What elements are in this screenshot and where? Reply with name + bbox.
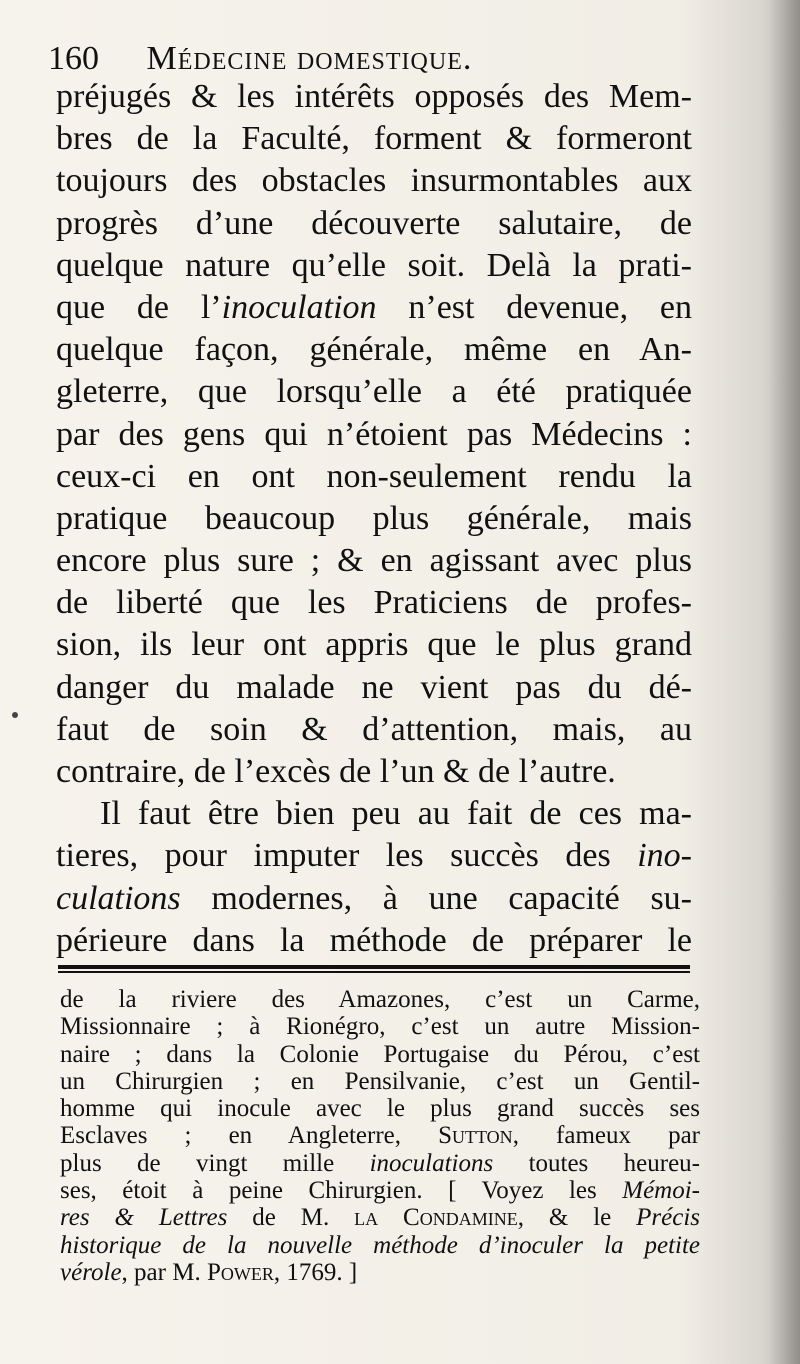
text-line: bres de la Faculté, forment & formeront bbox=[56, 120, 692, 158]
text-line: quelque façon, générale, même en An- bbox=[56, 331, 692, 369]
footnote-line: vérole, par M. Power, 1769. ] bbox=[60, 1258, 358, 1286]
text-line: sion, ils leur ont appris que le plus grand bbox=[56, 626, 692, 664]
italic-term: res & Lettres bbox=[60, 1204, 228, 1232]
small-caps-name: la Condamine bbox=[354, 1204, 518, 1232]
running-title: Médecine domestique. bbox=[146, 40, 473, 77]
small-caps-name: Sutton bbox=[438, 1122, 513, 1150]
small-caps-name: Power bbox=[206, 1258, 274, 1286]
text-line: contraire, de l’excès de l’un & de l’autre. bbox=[56, 753, 616, 790]
text-line: danger du malade ne vient pas du dé- bbox=[56, 668, 692, 706]
italic-term: inoculation bbox=[221, 288, 377, 326]
text-line: que de l’inoculation n’est devenue, en bbox=[56, 288, 692, 326]
footnote-line: ses, étoit à peine Chirurgien. [ Voyez les Mémoi- bbox=[60, 1177, 700, 1205]
footnote-line: de la riviere des Amazones, c’est un Carme, bbox=[60, 986, 700, 1013]
footnote-line: un Chirurgien ; en Pensilvanie, c’est un Gentil- bbox=[60, 1067, 700, 1095]
footnote-line: res & Lettres de M. la Condamine, & le Précis bbox=[60, 1204, 701, 1232]
text-line: encore plus sure ; & en agissant avec plus bbox=[56, 542, 692, 580]
footnote-line: naire ; dans la Colonie Portugaise du Pérou, c’est bbox=[60, 1040, 700, 1068]
text-line: culations modernes, à une capacité su- bbox=[56, 879, 692, 917]
text-line: de liberté que les Praticiens de profes- bbox=[56, 584, 692, 622]
footnote-line: Esclaves ; en Angleterre, Sutton, fameux par bbox=[60, 1122, 700, 1150]
page-number: 160 bbox=[48, 40, 99, 77]
text-line: préjugés & les intérêts opposés des Mem- bbox=[56, 78, 692, 115]
text-line: gleterre, que lorsqu’elle a été pratiquée bbox=[56, 373, 692, 411]
footnote-rule-thin bbox=[58, 971, 690, 973]
page-gutter-shadow bbox=[768, 0, 800, 1364]
text-line: tieres, pour imputer les succès des ino- bbox=[56, 837, 692, 875]
main-text bbox=[56, 76, 692, 962]
text-line: Il faut être bien peu au fait de ces ma- bbox=[100, 795, 692, 833]
italic-term: ino- bbox=[637, 837, 692, 875]
italic-term: historique de la nouvelle méthode d’inoculer la petite bbox=[60, 1231, 700, 1259]
footnote-rule-thick bbox=[58, 965, 690, 969]
text-line: quelque nature qu’elle soit. Delà la prati- bbox=[56, 246, 692, 284]
ink-speck bbox=[12, 712, 18, 718]
italic-term: Précis bbox=[636, 1204, 701, 1232]
italic-term: inoculations bbox=[369, 1149, 494, 1177]
text-line: toujours des obstacles insurmontables aux bbox=[56, 162, 692, 200]
text-line: progrès d’une découverte salutaire, de bbox=[56, 204, 692, 242]
footnote-line bbox=[60, 1232, 700, 1259]
text-line: faut de soin & d’attention, mais, au bbox=[56, 710, 692, 748]
italic-term: culations bbox=[56, 879, 181, 917]
footnote-line: Missionnaire ; à Rionégro, c’est un autre Mission- bbox=[60, 1013, 700, 1041]
text-line: périeure dans la méthode de préparer le bbox=[56, 921, 692, 959]
text-line: par des gens qui n’étoient pas Médecins : bbox=[56, 415, 692, 453]
footnote-line: plus de vingt mille inoculations toutes heureu- bbox=[60, 1149, 701, 1177]
footnote bbox=[60, 986, 700, 1286]
italic-term: vérole bbox=[60, 1258, 122, 1286]
text-line: ceux-ci en ont non-seulement rendu la bbox=[56, 457, 692, 495]
italic-term: Mémoi- bbox=[622, 1177, 700, 1205]
footnote-line: homme qui inocule avec le plus grand succès ses bbox=[60, 1095, 700, 1123]
text-line: pratique beaucoup plus générale, mais bbox=[56, 499, 692, 537]
